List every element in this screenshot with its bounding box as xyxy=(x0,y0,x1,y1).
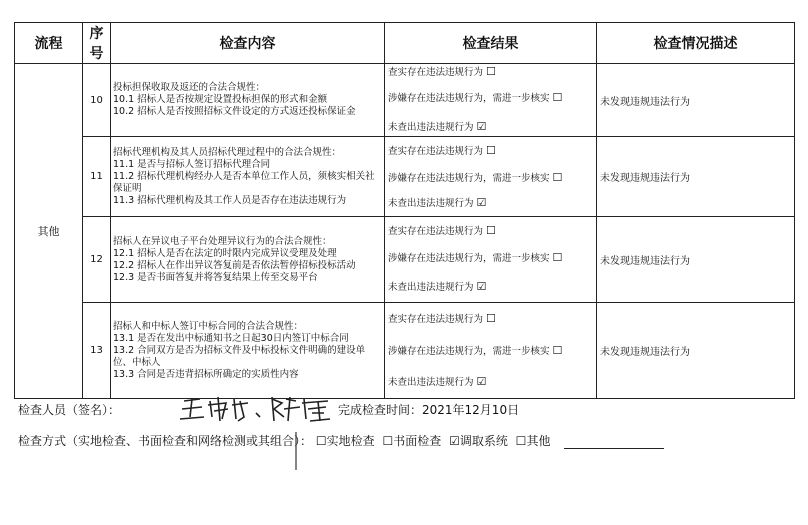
result-label: 查实存在违法违规行为 xyxy=(388,67,484,78)
signature-stroke xyxy=(295,432,297,470)
option-field-inspection[interactable] xyxy=(316,432,375,449)
content-line: 13.1 是否在发出中标通知书之日起30日内签订中标合同 xyxy=(113,332,349,344)
result-option xyxy=(385,191,596,215)
completion-time: 完成检查时间：2021年12月10日 xyxy=(338,403,520,417)
inspection-table-wrapper xyxy=(14,22,794,399)
result-label: 未查出违法违规行为 xyxy=(388,282,474,293)
option-label: 书面检查 xyxy=(393,434,442,448)
checkbox-icon[interactable]: ☐ xyxy=(552,171,563,184)
content-line: 13.3 合同是否违背招标所确定的实质性内容 xyxy=(113,368,299,380)
checkbox-icon[interactable]: ☐ xyxy=(515,434,527,448)
checkbox-icon[interactable]: ☐ xyxy=(552,251,563,264)
row-number: 12 xyxy=(83,217,111,303)
checkbox-icon[interactable]: ☐ xyxy=(486,144,496,157)
check-result xyxy=(385,217,597,303)
content-line: 投标担保收取及返还的合法合规性： xyxy=(113,82,266,93)
content-line: 12.2 招标人在作出异议答复前是否依法暂停招标投标活动 xyxy=(113,259,356,271)
check-description: 未发现违规违法行为 xyxy=(597,303,795,399)
result-option xyxy=(385,303,596,335)
content-line: 招标人在异议电子平台处理异议行为的合法合规性： xyxy=(113,235,332,247)
result-label: 查实存在违法违规行为 xyxy=(388,226,484,237)
table-row xyxy=(15,137,795,217)
result-option xyxy=(385,112,596,136)
result-option xyxy=(385,272,596,302)
table-row xyxy=(15,64,795,137)
checkbox-icon[interactable]: ☐ xyxy=(486,224,496,237)
table-row xyxy=(15,303,795,399)
result-option xyxy=(385,137,596,164)
header-result: 检查结果 xyxy=(385,23,597,64)
inspection-table xyxy=(14,22,795,399)
checkbox-icon[interactable]: ☐ xyxy=(552,91,563,104)
result-option xyxy=(385,64,596,84)
checked-checkbox-icon[interactable]: ☑ xyxy=(476,280,487,293)
content-line: 11.3 招标代理机构及其工作人员是否存在违法违规行为 xyxy=(113,194,347,206)
result-label: 涉嫌存在违法违规行为，需进一步核实 xyxy=(388,93,550,104)
checked-checkbox-icon[interactable]: ☑ xyxy=(476,375,487,388)
checkbox-icon[interactable]: ☐ xyxy=(315,434,327,448)
result-option xyxy=(385,335,596,367)
header-num: 序号 xyxy=(83,23,111,64)
option-label: 调取系统 xyxy=(459,434,508,448)
checkbox-icon[interactable]: ☐ xyxy=(486,312,496,325)
result-option xyxy=(385,164,596,191)
check-result xyxy=(385,303,597,399)
content-line: 10.2 招标人是否按照招标文件设定的方式返还投标保证金 xyxy=(113,106,356,117)
header-flow: 流程 xyxy=(15,23,83,64)
result-label: 涉嫌存在违法违规行为，需进一步核实 xyxy=(388,253,550,264)
checkbox-icon[interactable]: ☐ xyxy=(486,65,496,78)
checkbox-icon[interactable]: ☐ xyxy=(382,434,394,448)
content-line: 招标人和中标人签订中标合同的合法合规性： xyxy=(113,320,304,332)
other-blank-line xyxy=(564,434,664,449)
result-option xyxy=(385,244,596,272)
inspection-method-line xyxy=(18,432,798,452)
content-line: 13.2 合同双方是否为招标文件及中标投标文件明确的建设单位、中标人 xyxy=(113,344,366,368)
content-line: 10.1 招标人是否按规定设置投标担保的形式和金额 xyxy=(113,94,328,105)
check-content xyxy=(111,137,385,217)
method-label: 检查方式（实地检查、书面检查和网络检测或其组合）： xyxy=(18,434,313,448)
option-document-inspection[interactable] xyxy=(382,432,441,449)
result-label: 未查出违法违规行为 xyxy=(388,122,474,133)
inspector-label: 检查人员（签名）： xyxy=(18,403,121,417)
result-label: 涉嫌存在违法违规行为，需进一步核实 xyxy=(388,346,550,357)
check-content xyxy=(111,303,385,399)
content-line: 12.3 是否书面答复并将答复结果上传至交易平台 xyxy=(113,271,318,283)
content-line: 12.1 招标人是否在法定的时限内完成异议受理及处理 xyxy=(113,247,337,259)
option-other[interactable] xyxy=(516,432,551,449)
row-number: 13 xyxy=(83,303,111,399)
option-label: 实地检查 xyxy=(326,434,375,448)
result-option xyxy=(385,84,596,112)
result-option xyxy=(385,367,596,397)
content-line: 11.1 是否与招标人签订招标代理合同 xyxy=(113,158,271,170)
result-label: 未查出违法违规行为 xyxy=(388,377,474,388)
result-label: 未查出违法违规行为 xyxy=(388,198,474,209)
check-content xyxy=(111,64,385,137)
checked-checkbox-icon[interactable]: ☑ xyxy=(476,196,487,209)
flow-cell: 其他 xyxy=(15,64,83,399)
content-line: 11.2 招标代理机构经办人是否本单位工作人员，须核实相关社保证明 xyxy=(113,170,375,194)
result-label: 涉嫌存在违法违规行为，需进一步核实 xyxy=(388,173,550,184)
row-number: 10 xyxy=(83,64,111,137)
check-description: 未发现违规违法行为 xyxy=(597,217,795,303)
inspector-line xyxy=(18,397,798,427)
result-label: 查实存在违法违规行为 xyxy=(388,314,484,325)
check-result xyxy=(385,137,597,217)
checked-checkbox-icon[interactable]: ☑ xyxy=(476,120,487,133)
result-label: 查实存在违法违规行为 xyxy=(388,146,484,157)
header-content: 检查内容 xyxy=(111,23,385,64)
result-option xyxy=(385,217,596,244)
checked-checkbox-icon[interactable]: ☑ xyxy=(449,434,460,448)
table-row xyxy=(15,217,795,303)
option-system-retrieval[interactable] xyxy=(449,432,508,449)
option-label: 其他 xyxy=(526,434,551,448)
table-header-row xyxy=(15,23,795,64)
content-line: 招标代理机构及其人员招标代理过程中的合法合规性： xyxy=(113,146,342,158)
check-result xyxy=(385,64,597,137)
check-content xyxy=(111,217,385,303)
check-description: 未发现违规违法行为 xyxy=(597,137,795,217)
header-description: 检查情况描述 xyxy=(597,23,795,64)
check-description: 未发现违规违法行为 xyxy=(597,64,795,137)
checkbox-icon[interactable]: ☐ xyxy=(552,344,563,357)
handwritten-signature xyxy=(178,391,338,431)
row-number: 11 xyxy=(83,137,111,217)
